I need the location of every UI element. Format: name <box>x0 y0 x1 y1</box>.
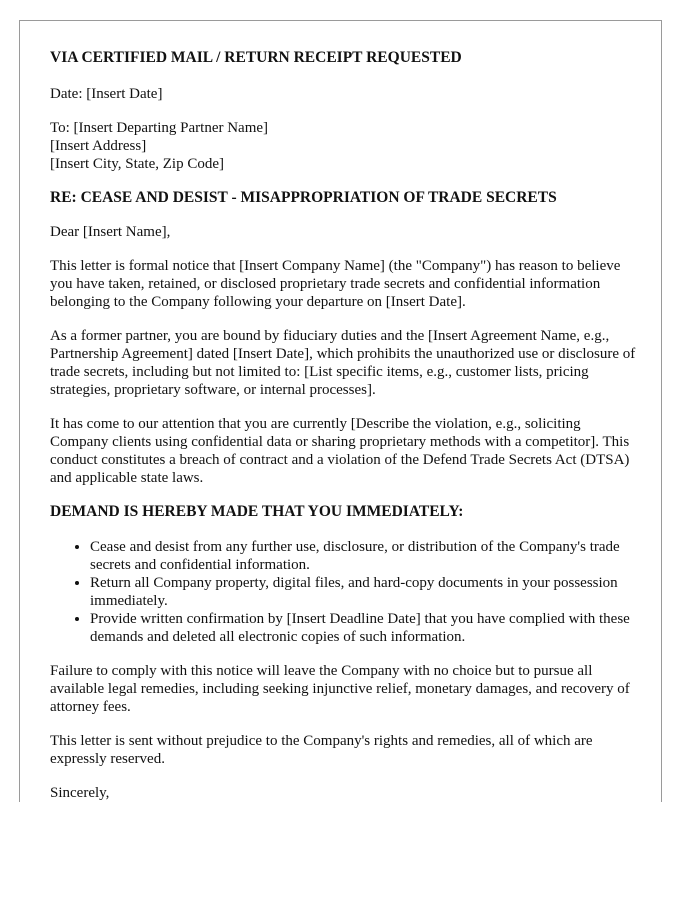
recipient-block <box>50 119 640 173</box>
demand-item: • Return all Company property, digital files, and hard-copy documents in your possession immediately. <box>90 574 640 610</box>
letter-body <box>50 49 640 802</box>
recipient-address: [Insert Address] <box>50 138 147 154</box>
reservation-paragraph: This letter is sent without prejudice to the Company's rights and remedies, all of which are expressly reserved. <box>50 733 593 767</box>
letter-page <box>19 20 662 802</box>
recipient-city: [Insert City, State, Zip Code] <box>50 156 224 172</box>
demand-heading: DEMAND IS HEREBY MADE THAT YOU IMMEDIATELY: <box>50 503 464 520</box>
violation-paragraph: It has come to our attention that you are currently [Describe the violation, e.g., soliciting Company clients using confidential data or sharing proprietary methods with a competitor]. This conduct constitutes a breach of contract and a violation of the Defend Trade Secrets Act (DTSA) and applicable state laws. <box>50 416 630 486</box>
recipient-name: To: [Insert Departing Partner Name] <box>50 120 269 136</box>
subject-line: RE: CEASE AND DESIST - MISAPPROPRIATION OF TRADE SECRETS <box>50 189 557 206</box>
sign-off: Sincerely, <box>50 785 110 801</box>
salutation: Dear [Insert Name], <box>50 224 171 240</box>
notice-paragraph: This letter is formal notice that [Insert Company Name] (the "Company") has reason to believe you have taken, retained, or disclosed proprietary trade secrets and confidential information belonging to the Company following your departure on [Insert Date]. <box>50 258 621 310</box>
demand-item: • Provide written confirmation by [Insert Deadline Date] that you have complied with these demands and deleted all electronic copies of such information. <box>90 610 640 646</box>
delivery-method-heading: VIA CERTIFIED MAIL / RETURN RECEIPT REQUESTED <box>50 49 462 66</box>
demand-item: • Cease and desist from any further use, disclosure, or distribution of the Company's trade secrets and confidential information. <box>90 538 640 574</box>
duties-paragraph: As a former partner, you are bound by fiduciary duties and the [Insert Agreement Name, e.g., Partnership Agreement] dated [Insert Date], which prohibits the unauthorized use or disclosure of trade secrets, including but not limited to: [List specific items, e.g., customer lists, pricing strategies, proprietary software, or internal processes]. <box>50 328 636 398</box>
demand-list <box>50 538 640 646</box>
consequences-paragraph: Failure to comply with this notice will leave the Company with no choice but to pursue all available legal remedies, including seeking injunctive relief, monetary damages, and recovery of attorney fees. <box>50 663 630 715</box>
date-line: Date: [Insert Date] <box>50 86 163 102</box>
